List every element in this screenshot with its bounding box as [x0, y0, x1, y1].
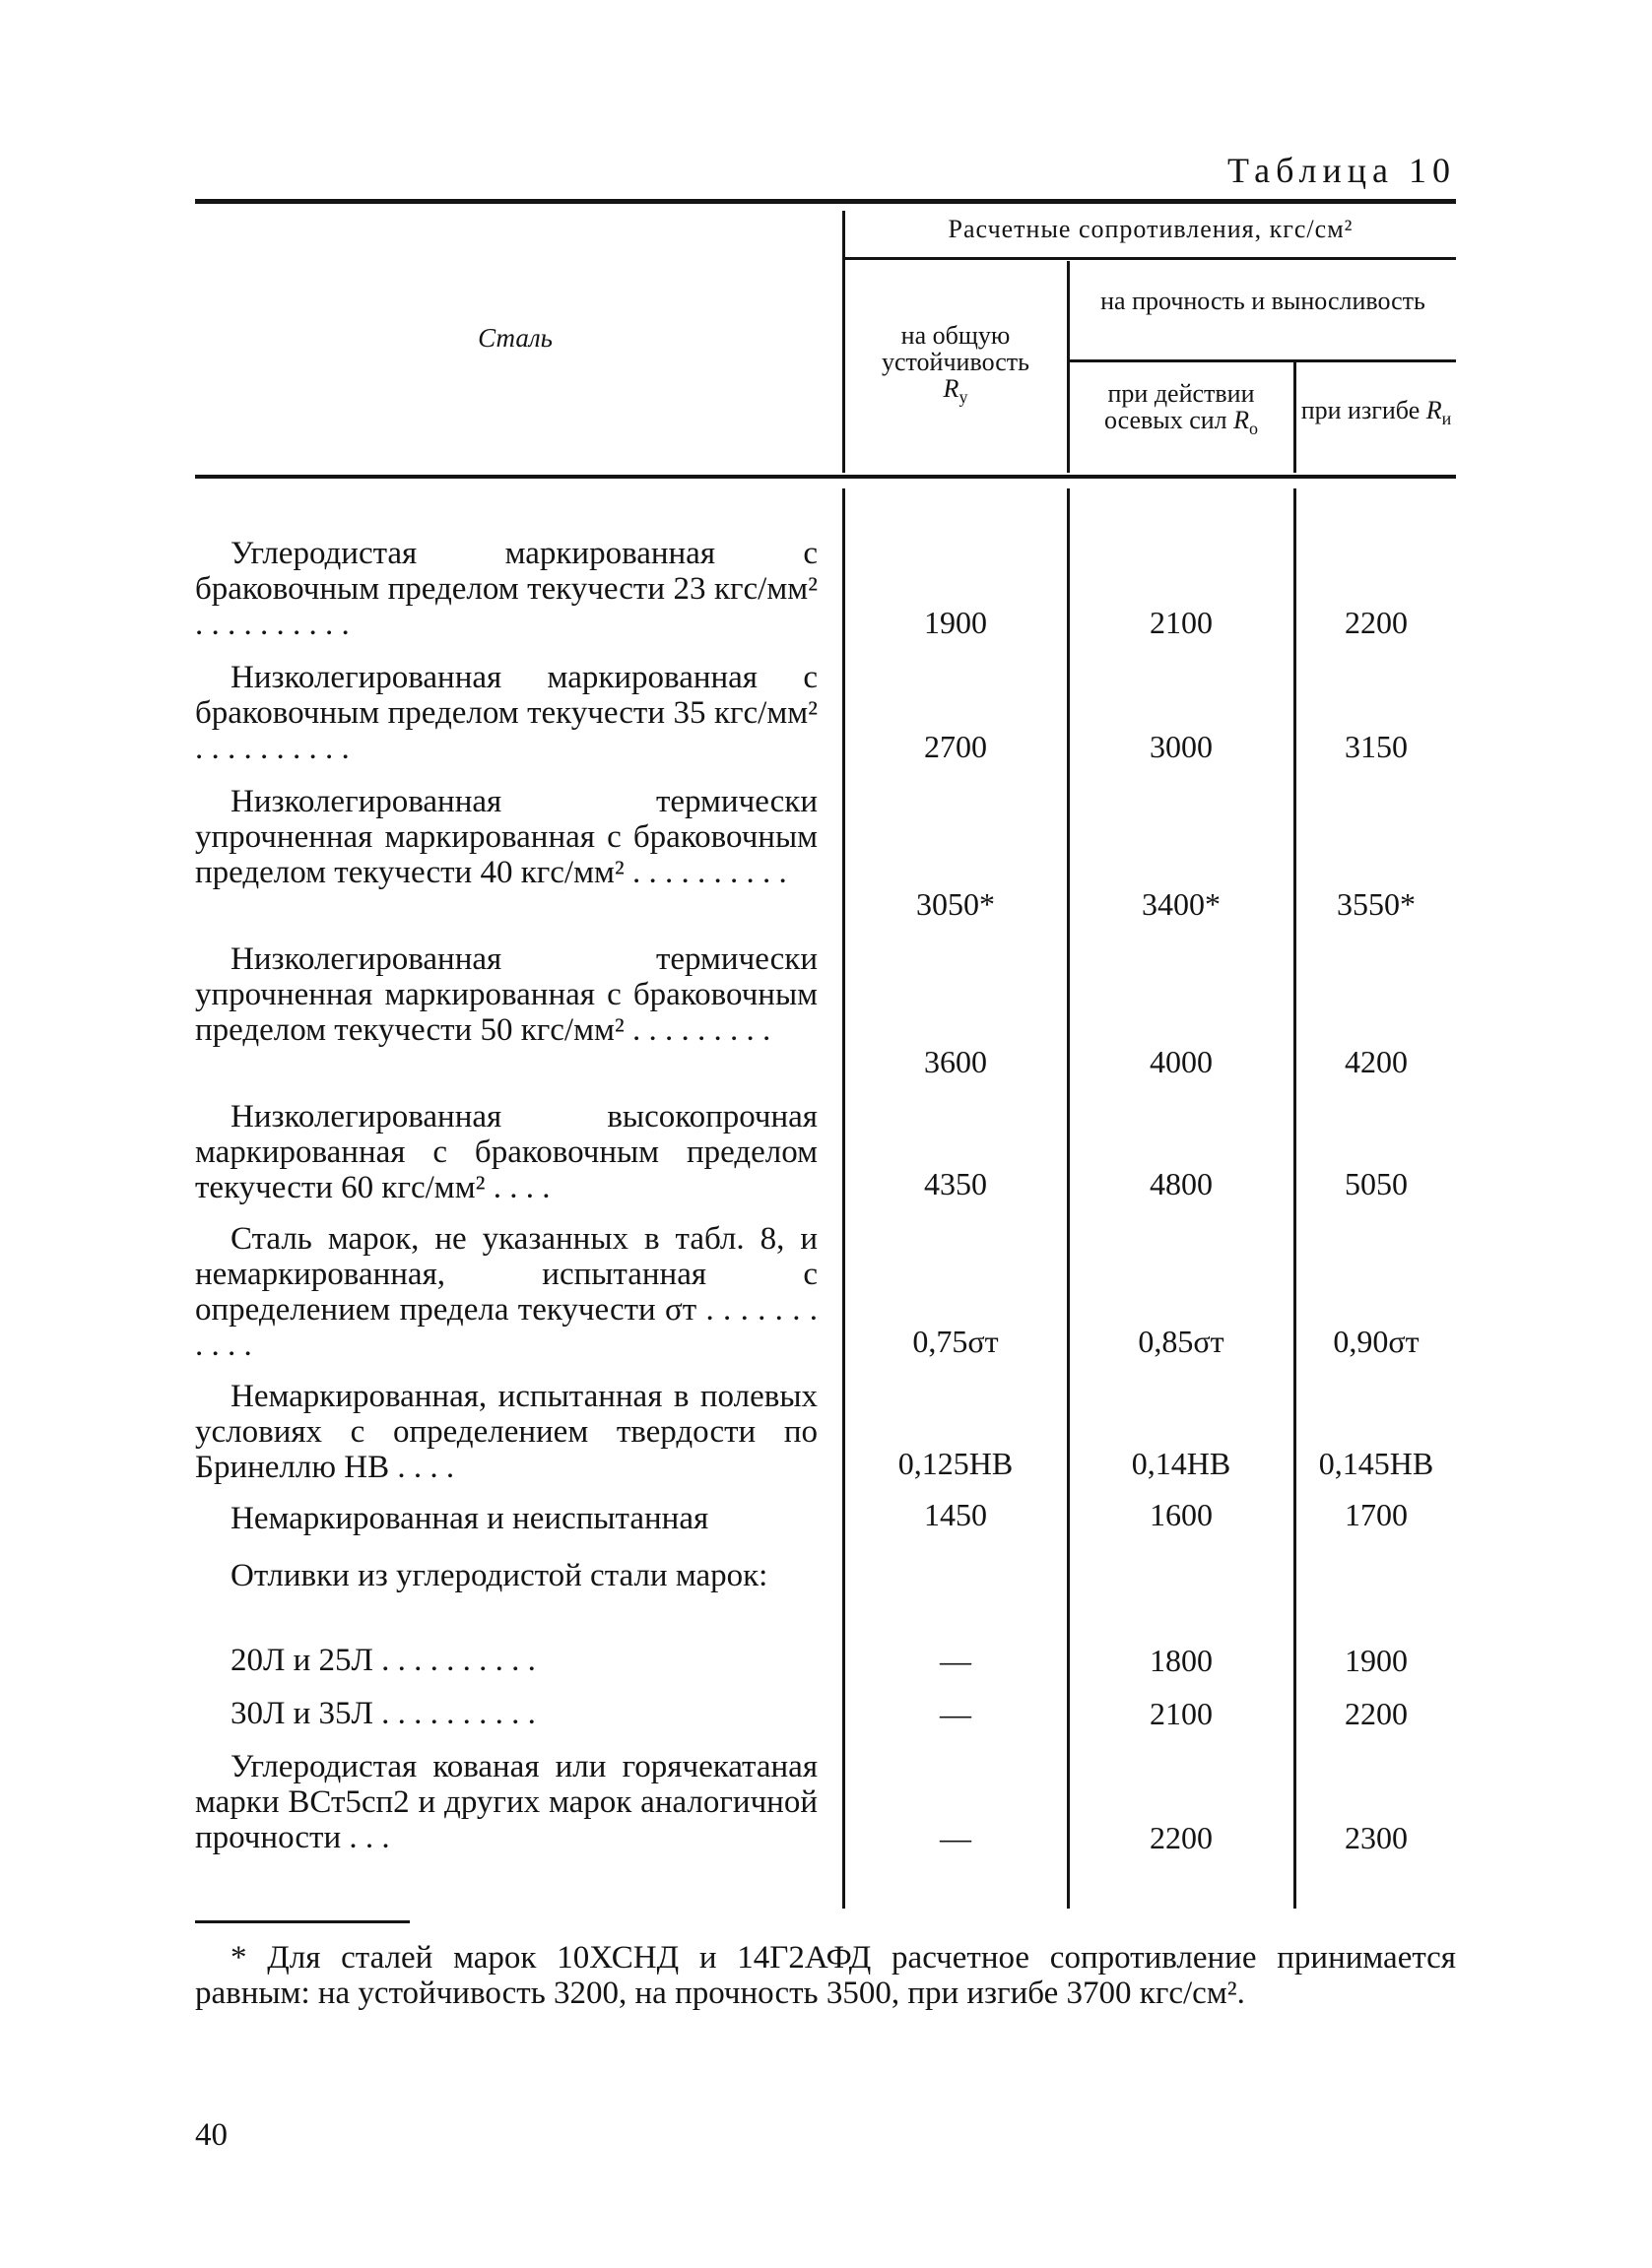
header-overall-stability-symbol: R [943, 374, 959, 403]
table-cell-bending: 0,145HB [1318, 1446, 1434, 1481]
table-row-label-text: Отливки из углеродистой стали марок: [231, 1558, 768, 1593]
column-rule-2-header [1067, 261, 1070, 473]
table-cell-stability: 1900 [924, 605, 987, 640]
table-cell-stability: 4350 [924, 1166, 987, 1201]
table-row-label [195, 1379, 818, 1485]
table-row-label [195, 536, 818, 642]
table-row-label [195, 1696, 818, 1731]
header-bending-subscript: и [1441, 409, 1452, 428]
footnote [195, 1940, 1456, 2011]
header-bottom-rule [195, 475, 1456, 479]
table-row-label [195, 660, 818, 766]
table-row-label-text: Низколегированная маркированная с браковочным пределом текучести 35 кгс/мм² . . . . . . . . . . [195, 660, 818, 766]
header-overall-stability [845, 322, 1066, 411]
table-cell-stability: — [940, 1643, 971, 1678]
table-top-rule [195, 199, 1456, 204]
table-cell-axial: 2100 [1150, 605, 1213, 640]
table-cell-bending: 2200 [1345, 605, 1408, 640]
table-cell-axial: 1600 [1150, 1497, 1213, 1532]
table-row-label [195, 1221, 818, 1363]
footnote-rule [195, 1920, 410, 1923]
table-title: Таблица 10 [1227, 151, 1456, 190]
table-row-label-text: Углеродистая маркированная с браковочным пределом текучести 23 кгс/мм² . . . . . . . . . . [195, 536, 818, 642]
table-cell-bending: 5050 [1345, 1166, 1408, 1201]
table-cell-bending: 2300 [1345, 1820, 1408, 1855]
table-cell-axial: 4800 [1150, 1166, 1213, 1201]
footnote-text: * Для сталей марок 10ХСНД и 14Г2АФД расчетное сопротивление принимается равным: на устойчивость 3200, на прочность 3500, при изгибе 3700 кгс/см². [195, 1940, 1456, 2011]
header-bending-text: при изгибе [1300, 396, 1421, 424]
table-row-label-text: Немаркированная, испытанная в полевых условиях с определением твердости по Бринеллю HB . . . . [195, 1379, 818, 1485]
table-row-label-text: 20Л и 25Л . . . . . . . . . . [231, 1643, 536, 1678]
header-bending [1296, 397, 1456, 432]
table-cell-stability: 0,75σт [912, 1324, 999, 1359]
table-cell-bending: 1700 [1345, 1497, 1408, 1532]
table-cell-bending: 0,90σт [1333, 1324, 1420, 1359]
table-row-label-text: Низколегированная высокопрочная маркированная с браковочным пределом текучести 60 кгс/мм² . . . . [195, 1099, 818, 1205]
header-strength-endurance: на прочность и выносливость [1100, 287, 1425, 315]
table-cell-stability: — [940, 1696, 971, 1731]
header-design-resistances: Расчетные сопротивления, кгс/см² [948, 215, 1354, 243]
header-axial-forces-subscript: о [1249, 419, 1259, 438]
table-row-label-text: Сталь марок, не указанных в табл. 8, и немаркированная, испытанная с определением предела текучести σт . . . . . . . . . . . [195, 1221, 818, 1363]
header-bending-symbol: R [1425, 396, 1442, 424]
table-row-label [195, 1558, 818, 1593]
table-cell-bending: 4200 [1345, 1044, 1408, 1079]
table-cell-stability: 3600 [924, 1044, 987, 1079]
table-row-label-text: Немаркированная и неиспытанная [231, 1501, 709, 1536]
header-axial-forces-text: при действии осевых сил [1103, 379, 1255, 434]
header-rule-strength [1070, 359, 1456, 362]
table-cell-bending: 3550* [1337, 886, 1416, 922]
table-cell-stability: 1450 [924, 1497, 987, 1532]
table-cell-stability: — [940, 1820, 971, 1855]
table-cell-bending: 1900 [1345, 1643, 1408, 1678]
table-row-label-text: Низколегированная термически упрочненная маркированная с браковочным пределом текучести 40 кгс/мм² . . . . . . . . . . [195, 784, 818, 890]
table-row-label [195, 1501, 818, 1536]
page-number: 40 [195, 2117, 228, 2153]
column-rule-3-header [1293, 362, 1296, 473]
table-cell-bending: 2200 [1345, 1696, 1408, 1731]
table-row-label [195, 1749, 818, 1855]
table-cell-axial: 0,85σт [1138, 1324, 1224, 1359]
table-row-label [195, 941, 818, 1048]
table-cell-bending: 3150 [1345, 729, 1408, 764]
header-overall-stability-text: на общую устойчивость [882, 321, 1029, 376]
header-overall-stability-subscript: у [958, 387, 968, 407]
header-axial-forces-symbol: R [1233, 406, 1250, 434]
table-cell-stability: 3050* [916, 886, 995, 922]
header-axial-forces [1070, 380, 1292, 442]
table-cell-axial: 4000 [1150, 1044, 1213, 1079]
header-rule-resistances [845, 257, 1456, 260]
table-cell-axial: 2200 [1150, 1820, 1213, 1855]
table-row-label [195, 784, 818, 890]
table-row-label [195, 1643, 818, 1678]
table-cell-axial: 3400* [1142, 886, 1221, 922]
table-row-label [195, 1099, 818, 1205]
table-row-label-text: 30Л и 35Л . . . . . . . . . . [231, 1696, 536, 1731]
column-rule-1-header [842, 211, 845, 473]
table-row-label-text: Углеродистая кованая или горячекатаная марки ВСт5сп2 и других марок аналогичной прочности . . . [195, 1749, 818, 1855]
table-cell-stability: 2700 [924, 729, 987, 764]
header-steel: Сталь [478, 323, 553, 353]
table-row-label-text: Низколегированная термически упрочненная маркированная с браковочным пределом текучести 50 кгс/мм² . . . . . . . . . [195, 941, 818, 1048]
table-cell-axial: 3000 [1150, 729, 1213, 764]
table-cell-axial: 0,14HB [1131, 1446, 1231, 1481]
table-cell-axial: 2100 [1150, 1696, 1213, 1731]
table-cell-stability: 0,125HB [897, 1446, 1014, 1481]
table-cell-axial: 1800 [1150, 1643, 1213, 1678]
